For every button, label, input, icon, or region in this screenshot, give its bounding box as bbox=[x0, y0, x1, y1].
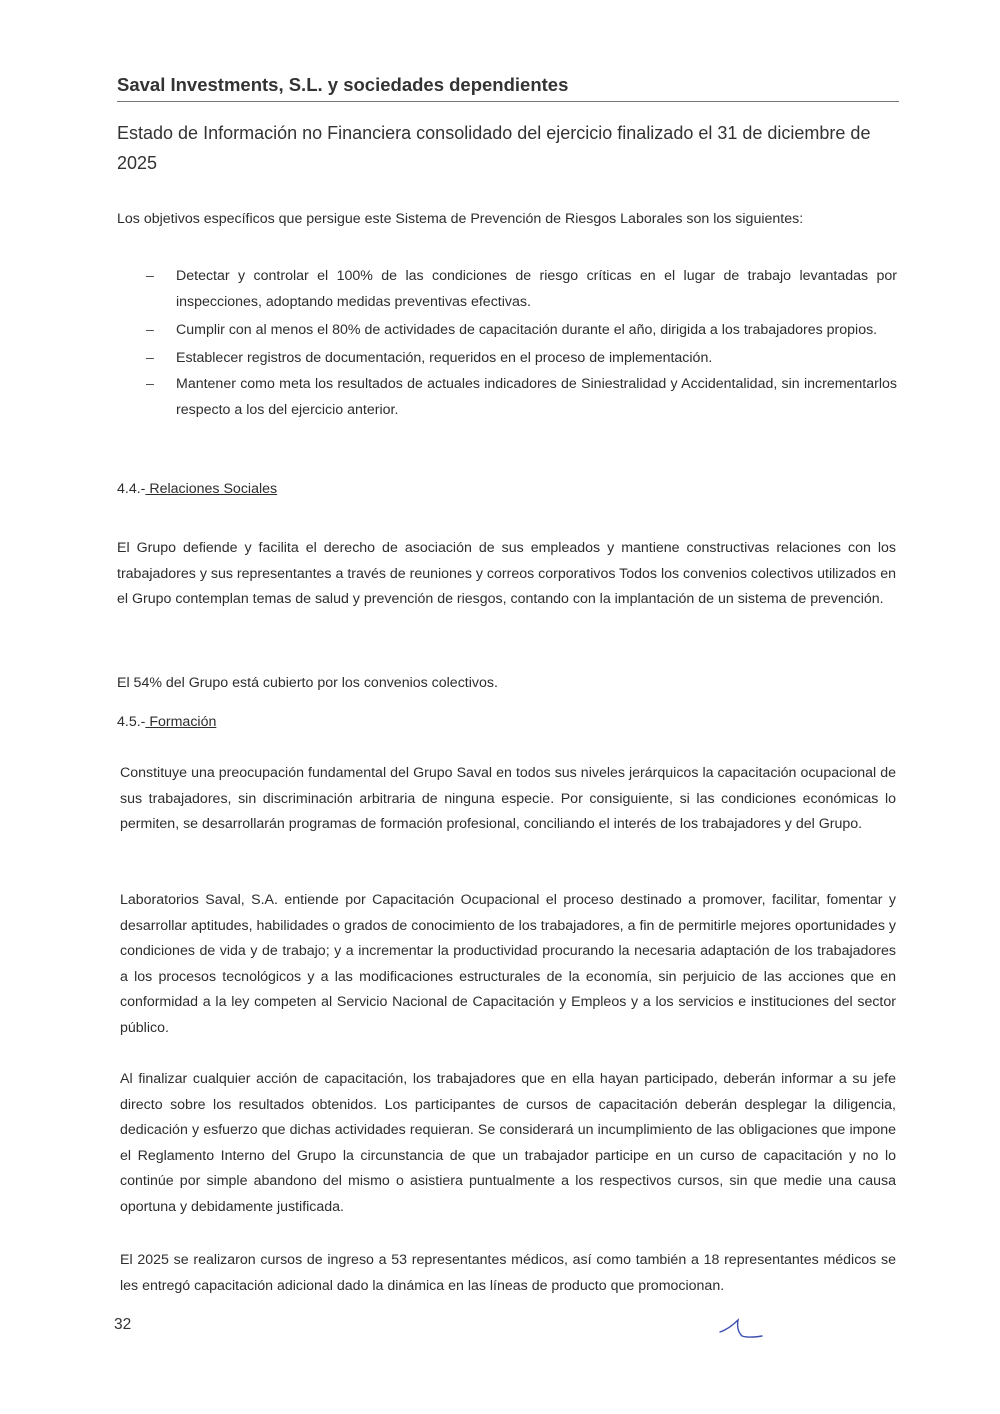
list-item bbox=[117, 263, 897, 315]
paragraph: El 2025 se realizaron cursos de ingreso a 53 representantes médicos, así como también a 18 representantes médicos se les entregó capacitación adicional dado la dinámica en las líneas de producto que promocionan. bbox=[120, 1252, 896, 1294]
section-title: Relaciones Sociales bbox=[145, 481, 278, 497]
report-subtitle: Estado de Información no Financiera consolidado del ejercicio finalizado el 31 de diciembre de 2025 bbox=[117, 123, 871, 173]
list-item-text: Cumplir con al menos el 80% de actividades de capacitación durante el año, dirigida a los trabajadores propios. bbox=[176, 322, 878, 338]
paragraph: Laboratorios Saval, S.A. entiende por Capacitación Ocupacional el proceso destinado a promover, facilitar, fomentar y desarrollar aptitudes, habilidades o grados de conocimiento de los trabajadores, a fin de permitirle mejores oportunidades y condiciones de vida y de trabajo; y a incrementar la productividad procurando la necesaria adaptación de los trabajadores a los procesos tecnológicos y a las modificaciones estructurales de la economía, sin perjuicio de las acciones que en conformidad a la ley competen al Servicio Nacional de Capacitación y Empleos y a los servicios e instituciones del sector público. bbox=[120, 892, 896, 1036]
objectives-list bbox=[117, 263, 897, 423]
section-heading-relaciones-sociales bbox=[117, 479, 277, 499]
section-heading-formacion bbox=[117, 712, 216, 732]
paragraph: El 54% del Grupo está cubierto por los convenios colectivos. bbox=[117, 675, 498, 691]
intro-paragraph: Los objetivos específicos que persigue este Sistema de Prevención de Riesgos Laborales son los siguientes: bbox=[117, 211, 804, 227]
dash-icon: – bbox=[146, 376, 154, 392]
list-item bbox=[117, 317, 897, 343]
list-item-text: Establecer registros de documentación, requeridos en el proceso de implementación. bbox=[176, 350, 713, 366]
list-item-text: Mantener como meta los resultados de actuales indicadores de Siniestralidad y Accidentalidad, sin incrementarlos respecto a los del ejercicio anterior. bbox=[176, 376, 897, 418]
list-item-text: Detectar y controlar el 100% de las condiciones de riesgo críticas en el lugar de trabajo levantadas por inspecciones, adoptando medidas preventivas efectivas. bbox=[176, 268, 897, 310]
header-divider bbox=[117, 101, 899, 102]
section-title: Formación bbox=[145, 714, 217, 730]
list-item bbox=[117, 371, 897, 423]
section-number: 4.5.- bbox=[117, 714, 146, 730]
paragraph: Constituye una preocupación fundamental del Grupo Saval en todos sus niveles jerárquicos la capacitación ocupacional de sus trabajadores, sin discriminación arbitraria de ninguna especie. Por consiguiente, si las condiciones económicas lo permiten, se desarrollarán programas de formación profesional, conciliando el interés de los trabajadores y del Grupo. bbox=[120, 765, 896, 832]
section-number: 4.4.- bbox=[117, 481, 146, 497]
company-title: Saval Investments, S.L. y sociedades dependientes bbox=[117, 74, 569, 95]
paragraph: El Grupo defiende y facilita el derecho de asociación de sus empleados y mantiene constructivas relaciones con los trabajadores y sus representantes a través de reuniones y correos corporativos Todos los convenios colectivos utilizados en el Grupo contemplan temas de salud y prevención de riesgos, contando con la implantación de un sistema de prevención. bbox=[117, 540, 896, 607]
paragraph: Al finalizar cualquier acción de capacitación, los trabajadores que en ella hayan participado, deberán informar a su jefe directo sobre los resultados obtenidos. Los participantes de cursos de capacitación deberán desplegar la diligencia, dedicación y esfuerzo que dichas actividades requieran. Se considerará un incumplimiento de las obligaciones que impone el Reglamento Interno del Grupo la circunstancia de que un trabajador participe en un curso de capacitación y no lo continúe por simple abandono del mismo o asistiera puntualmente a los respectivos cursos, sin que medie una causa oportuna y debidamente justificada. bbox=[120, 1071, 896, 1215]
dash-icon: – bbox=[146, 268, 154, 284]
page-number: 32 bbox=[114, 1316, 132, 1333]
dash-icon: – bbox=[146, 350, 154, 366]
list-item bbox=[117, 345, 897, 371]
dash-icon: – bbox=[146, 322, 154, 338]
handwritten-initials-icon bbox=[716, 1316, 766, 1346]
